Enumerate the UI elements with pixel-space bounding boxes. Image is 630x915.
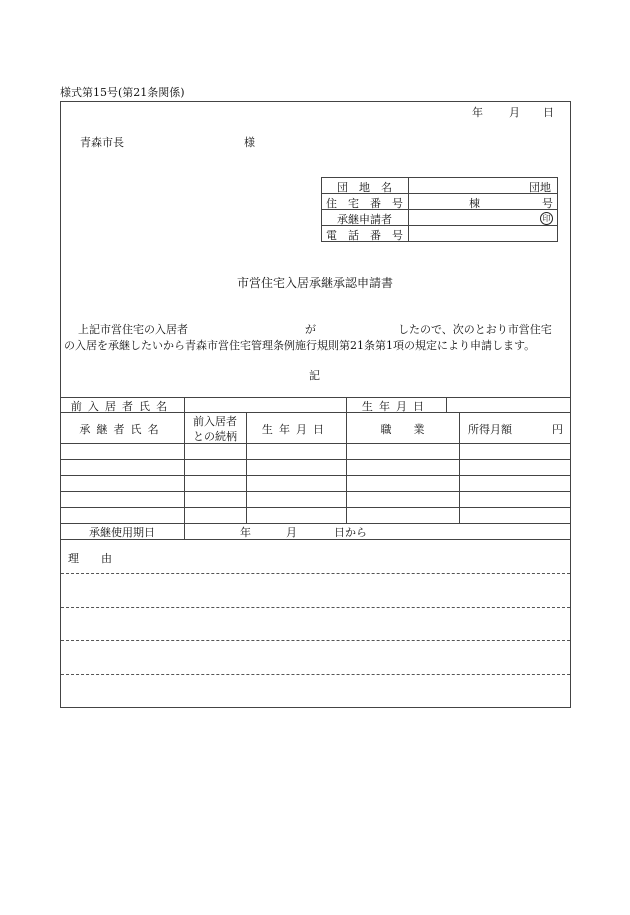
period-month: 月 — [286, 526, 297, 539]
seal-stamp: 印 — [540, 212, 553, 225]
body-text-1: 上記市営住宅の入居者 — [78, 323, 188, 336]
value-number-suffix: 号 — [542, 197, 553, 210]
seal-mark — [540, 211, 553, 225]
prev-row-divider — [184, 397, 185, 412]
document-title: 市営住宅入居承継承認申請書 — [236, 276, 393, 290]
header-occupation: 職 業 — [380, 423, 425, 436]
header-successor-name: 承継者氏名 — [79, 423, 165, 436]
successor-row-rule — [60, 491, 571, 492]
reason-dotted-line — [61, 674, 570, 675]
successor-row-rule — [60, 507, 571, 508]
label-prev-resident-dob: 生年月日 — [361, 400, 431, 413]
label-phone: 電 話 番 号 — [326, 229, 403, 242]
label-prev-resident-name: 前入居者氏名 — [70, 400, 174, 413]
reason-dotted-line — [61, 640, 570, 641]
reason-dotted-line — [61, 573, 570, 574]
header-dob: 生年月日 — [261, 423, 331, 436]
date-day: 日 — [543, 106, 554, 119]
body-text-2: が — [305, 323, 316, 336]
header-relation-line2: との続柄 — [193, 430, 237, 443]
body-text-4: の入居を承継したいから青森市営住宅管理条例施行規則第21条第1項の規定により申請します。 — [64, 339, 536, 352]
addressee-honorific: 様 — [244, 136, 255, 149]
successor-row-rule — [60, 459, 571, 460]
period-divider — [184, 523, 185, 539]
period-day-from: 日から — [334, 526, 367, 539]
label-reason: 理 由 — [68, 552, 112, 565]
body-text-3: したので、次のとおり市営住宅 — [398, 323, 552, 336]
form-caption: 様式第15号(第21条関係) — [60, 86, 185, 99]
header-income: 所得月額 — [468, 423, 512, 436]
ki-mark: 記 — [309, 369, 320, 382]
date-year: 年 — [472, 106, 483, 119]
date-month: 月 — [509, 106, 520, 119]
label-applicant: 承継申請者 — [337, 213, 392, 226]
label-period: 承継使用期日 — [89, 526, 155, 539]
header-relation-line1: 前入居者 — [193, 415, 237, 428]
addressee-mayor: 青森市長 — [80, 136, 124, 149]
label-house-number: 住 宅 番 号 — [326, 197, 403, 210]
period-year: 年 — [240, 526, 251, 539]
value-building-suffix: 棟 — [469, 197, 480, 210]
reason-dotted-line — [61, 607, 570, 608]
successor-row-rule — [60, 443, 571, 444]
successor-row-rule — [60, 475, 571, 476]
prev-row-divider — [446, 397, 447, 412]
value-danchi-suffix: 団地 — [529, 181, 551, 194]
header-income-unit: 円 — [552, 423, 563, 436]
label-danchi: 団 地 名 — [337, 181, 392, 194]
